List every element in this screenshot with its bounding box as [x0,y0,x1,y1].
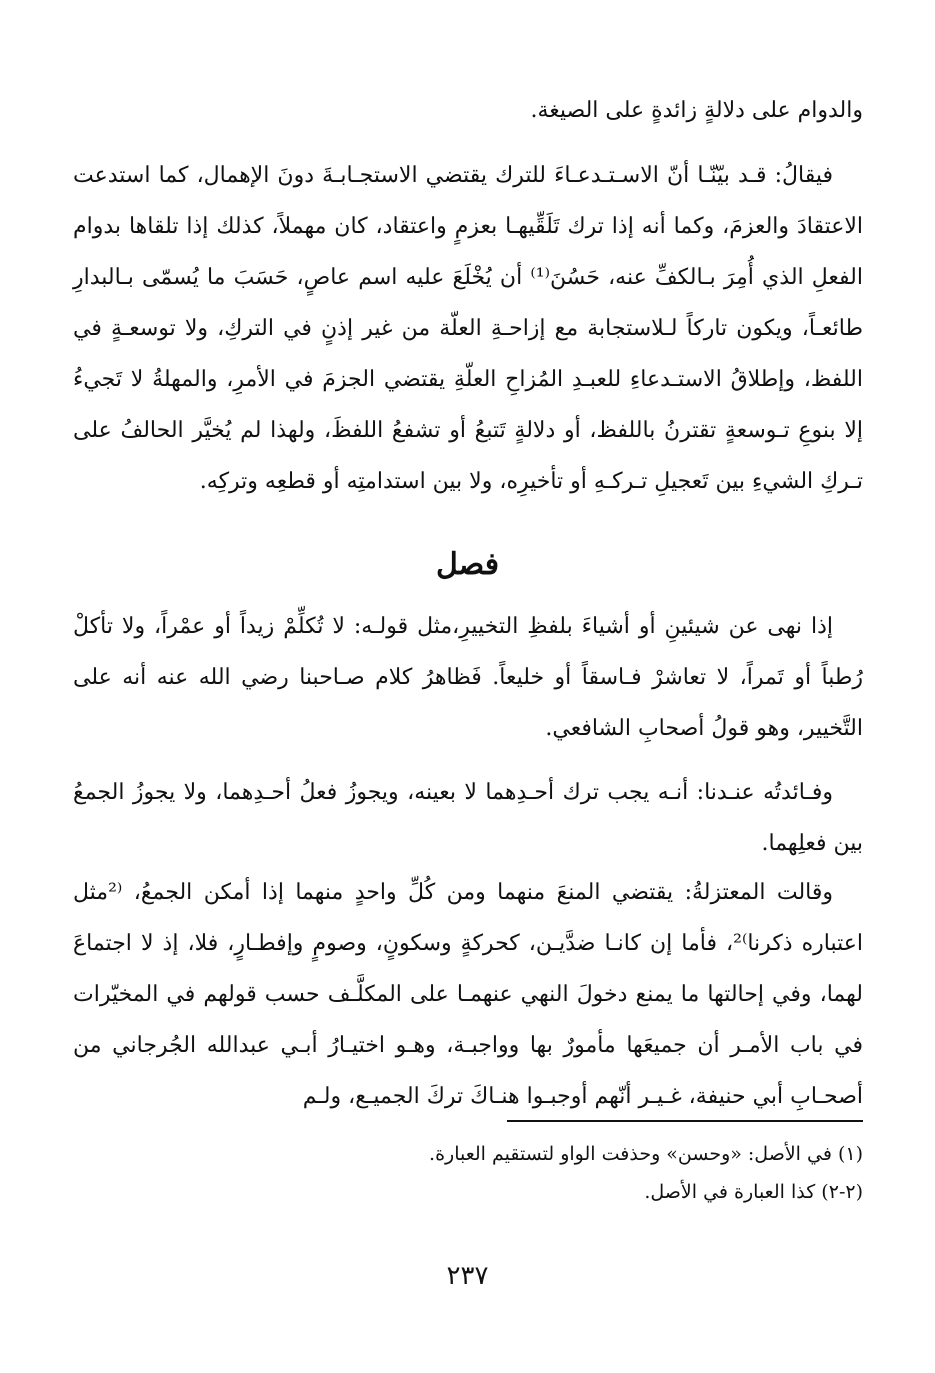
body-paragraph-4 [73,867,863,1122]
footnote-2: (٢-٢) كذا العبارة في الأصل. [644,1181,863,1203]
footnote-divider [507,1120,863,1122]
intro-line: والدوام على دلالةٍ زائدةٍ على الصيغة. [530,98,863,123]
paragraph-text: إذا نهى عن شيئينِ أو أشياءَ بلفظِ التخييرِ،مثل قولـه: لا تُكلِّمْ زيداً أو عمْراً، ولا تأكلْ رُطباً أو تَمراً، لا تعاشرْ فـاسقاً أو خليعاً. فَظاهرُ كلام صـاحبنا رضي الله عنه أنه على التَّخيير، وهو قولُ أصحابِ الشافعي. [73,614,863,741]
paragraph-text: وقالت المعتزلةُ: يقتضي المنعَ منهما ومن كُلِّ واحدٍ منهما إذا أمكن الجمعُ، ⁽²مثل اعتباره ذكرنا⁾²، فأما إن كانـا ضدَّيـن، كحركةٍ وسكونٍ، وصومٍ وإفطـارٍ، فلا، إذ لا اجتماعَ لهما، وفي إحالتها ما يمنع دخولَ النهي عنهمـا على المكلَّـف حسب قولهم في المخيّرات في باب الأمـر أن جميعَها مأمورٌ بها وواجبـة، وهـو اختيـارُ أبـي عبدالله الجُرجاني من أصحـابِ أبي حنيفة، غـيـر أنّهم أوجبـوا هنـاكَ تركَ الجميـع، ولـم [73,880,864,1109]
body-paragraph-2 [73,601,863,754]
body-paragraph-1 [73,150,863,507]
intro-text [73,85,863,136]
page-number: ٢٣٧ [446,1261,489,1291]
footnote-1: (١) في الأصل: «وحسن» وحذفت الواو لتستقيم العبارة. [429,1143,863,1165]
paragraph-text: فيقالُ: قـد بيّنّـا أنّ الاسـتـدعـاءَ للترك يقتضي الاستجـابـةَ دونَ الإهمال، كما استدعت الاعتقادَ والعزمَ، وكما أنه إذا ترك تَلَقِّيهـا بعزمٍ واعتقاد، كان مهملاً، كذلك إذا تلقاها بدوام الفعلِ الذي أُمِرَ بـالكفِّ عنه، حَسُنَ⁽¹⁾ أن يُخْلَعَ عليه اسم عاصٍ، حَسَبَ ما يُسمّى بـالبدارِ طائعـاً، ويكون تاركاً لـلاستجابة مع إزاحـةِ العلّة من غير إذنٍ في التركِ، ولا توسعـةٍ في اللفظ، وإطلاقُ الاستـدعاءِ للعبـدِ المُزاحِ العلّةِ يقتضي الجزمَ في الأمرِ، والمهلةُ لا تَجيءُ إلا بنوعِ تـوسعةٍ تقترنُ باللفظ، أو دلالةٍ تَتبعُ أو تشفعُ اللفظَ، ولهذا لم يُخيَّر الحالفُ على تـركِ الشيءِ بين تَعجيلِ تـركـهِ أو تأخيرِه، ولا بين استدامتِه أو قطعِه وتركِه. [73,163,863,494]
footnotes [73,1135,863,1211]
body-paragraph-3 [73,767,863,869]
section-heading: فصل [435,547,500,582]
paragraph-text: وفـائدتُه عنـدنا: أنـه يجب ترك أحـدِهما لا بعينه، ويجوزُ فعلُ أحـدِهما، ولا يجوزُ الجمعُ بين فعلِهما. [73,780,863,856]
